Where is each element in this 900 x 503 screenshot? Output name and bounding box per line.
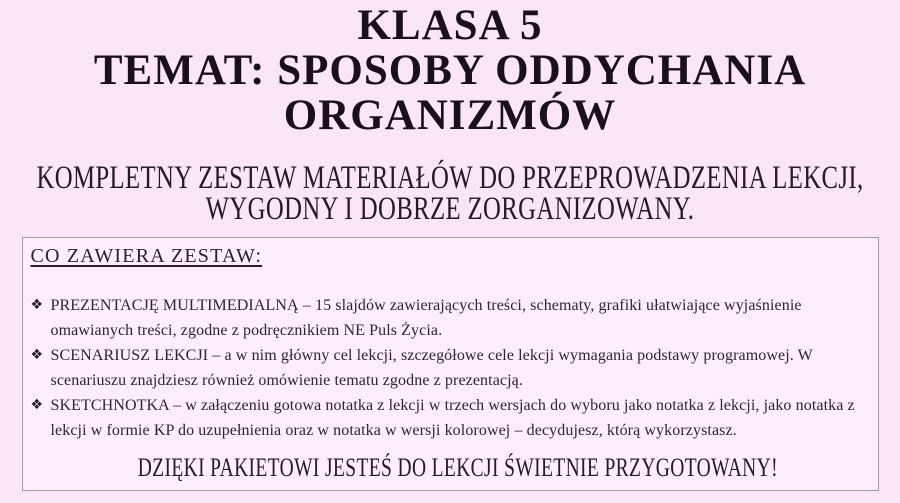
- list-item: [31, 343, 868, 393]
- diamond-bullet-icon: ❖: [30, 297, 44, 313]
- page-title: [0, 0, 900, 138]
- subtitle: KOMPLETNY ZESTAW MATERIAŁÓW DO PRZEPROWADZENIA LEKCJI, WYGODNY I DOBRZE ZORGANIZOWANY.: [36, 160, 864, 227]
- diamond-bullet-icon: ❖: [30, 397, 44, 413]
- box-footer-wrap: [31, 453, 868, 483]
- list-item: [31, 293, 868, 343]
- box-footer-message: DZIĘKI PAKIETOWI JESTEŚ DO LEKCJI ŚWIETNIE PRZYGOTOWANY!: [137, 453, 778, 482]
- contents-list: [31, 293, 868, 443]
- title-topic-line: TEMAT: SPOSOBY ODDYCHANIA ORGANIZMÓW: [93, 47, 807, 139]
- contents-box: [22, 237, 879, 491]
- title-class-line: KLASA 5: [357, 2, 543, 49]
- list-item: [31, 393, 868, 443]
- contents-heading: CO ZAWIERA ZESTAW:: [30, 245, 263, 267]
- diamond-bullet-icon: ❖: [30, 347, 44, 363]
- subtitle-wrap: [0, 160, 900, 227]
- list-item-text: SKETCHNOTKA – w załączeniu gotowa notatka z lekcji w trzech wersjach do wyboru jako notatka z lekcji, jako notatka z lekcji w formie KP do uzupełnienia oraz w notatka w wersji kolorowej – decydujesz, którą wykorzystasz.: [50, 397, 855, 439]
- list-item-text: PREZENTACJĘ MULTIMEDIALNĄ – 15 slajdów zawierających treści, schematy, grafiki ułatwiające wyjaśnienie omawianych treści, zgodne z podręcznikiem NE Puls Życia.: [50, 297, 802, 339]
- list-item-text: SCENARIUSZ LEKCJI – a w nim główny cel lekcji, szczegółowe cele lekcji wymagania podstawy programowej. W scenariuszu znajdziesz również omówienie tematu zgodne z prezentacją.: [50, 347, 813, 389]
- flyer-header: [0, 0, 900, 225]
